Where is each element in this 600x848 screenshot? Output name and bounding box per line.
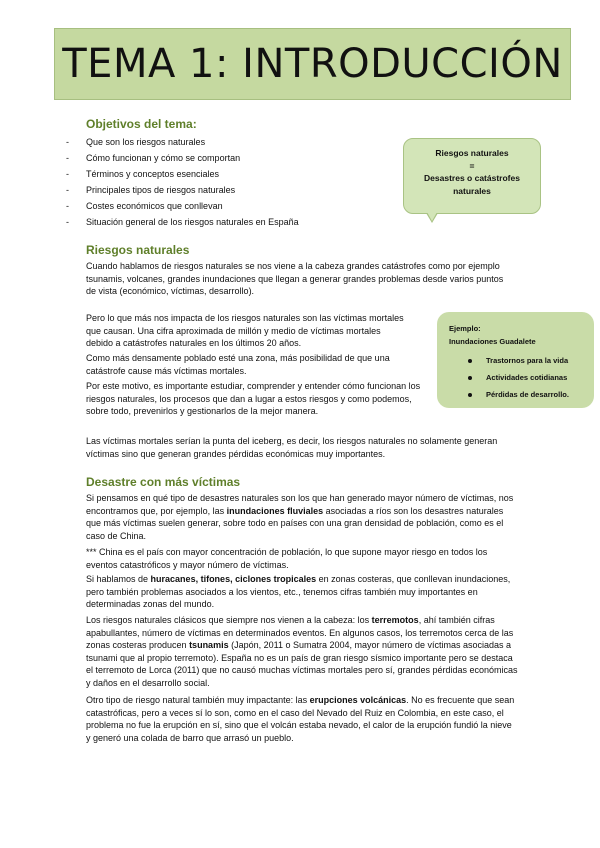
callout-tail: [426, 213, 438, 223]
list-item: - Principales tipos de riesgos naturales: [66, 182, 299, 198]
callout-line: Riesgos naturales: [435, 148, 509, 158]
list-item: - Cómo funcionan y cómo se comportan: [66, 150, 299, 166]
list-item: - Términos y conceptos esenciales: [66, 166, 299, 182]
desastre-paragraph-4: Los riesgos naturales clásicos que siempre nos vienen a la cabeza: los terremotos, ahí también cifras apabullantes, número de víctimas en determinados eventos. En algunos casos, los terremotos cerca de las zonas costeras producen tsunamis (Japón, 2011 o Sumatra 2004, mayor número de víctimas asociadas a tsunami que al propio terremoto). España no es un país de gran riesgo sísmico importante pero se destaca el terremoto de Lorca (2011) que no causó muchas víctimas mortales pero sí, grandes pérdidas económicas y daños en el desarrollo social.: [86, 615, 518, 688]
callout-line: Desastres o catástrofes: [424, 173, 520, 183]
definition-callout: [403, 138, 541, 214]
title-banner: [54, 28, 571, 100]
desastre-paragraph-5: Otro tipo de riesgo natural también muy impactante: las erupciones volcánicas. No es frecuente que sean catastróficas, pero a veces sí lo son, como en el caso del Nevado del Ruiz en Colombia, en este caso, el problema no fue la erupción en sí, sino que el volcán estaba nevado, el calor de la erupción fundió la nieve y generó una colada de barro que arrasó un pueblo.: [86, 695, 515, 743]
page-title: TEMA 1: INTRODUCCIÓN: [62, 41, 563, 87]
desastre-paragraph-2: *** China es el país con mayor concentración de población, lo que supone mayor riesgo en todos los eventos catastróficos y mayor número de víctimas.: [86, 547, 488, 570]
desastre-paragraph-3: Si hablamos de huracanes, tifones, ciclones tropicales en zonas costeras, que conllevan inundaciones, pero también problemas asociados a los vientos, etc., tenemos cifras también muy importantes en determinadas zonas del mundo.: [86, 574, 511, 609]
desastre-heading: Desastre con más víctimas: [86, 475, 241, 489]
example-list: [449, 352, 586, 403]
list-item: - Costes económicos que conllevan: [66, 198, 299, 214]
list-item: - Situación general de los riesgos naturales en España: [66, 214, 299, 230]
objectives-list: [66, 134, 299, 230]
riesgos-paragraph-1: Cuando hablamos de riesgos naturales se nos viene a la cabeza grandes catástrofes como por ejemplo tsunamis, volcanes, grandes inundaciones que llegan a generar grandes problemas desde varios puntos de vista (económico, víctimas, desarrollo).: [86, 261, 504, 296]
example-label: Ejemplo:: [449, 324, 481, 333]
riesgos-paragraph-5: Las víctimas mortales serían la punta del iceberg, es decir, los riesgos naturales no solamente generan víctimas sino que generan grandes pérdidas económicas muy importantes.: [86, 436, 498, 459]
riesgos-paragraph-2: Pero lo que más nos impacta de los riesgos naturales son las víctimas mortales que causan. Una cifra aproximada de millón y medio de víctimas mortales debido a catástrofes naturales en los últimos 20 años.: [86, 313, 404, 348]
list-item: Trastornos para la vida: [449, 352, 586, 369]
example-box: [437, 312, 594, 408]
callout-line: =: [469, 160, 475, 171]
callout-line: naturales: [453, 185, 491, 196]
riesgos-heading: Riesgos naturales: [86, 243, 190, 257]
desastre-paragraph-1: Si pensamos en qué tipo de desastres naturales son los que han generado mayor número de víctimas, nos encontramos que, por ejemplo, las inundaciones fluviales asociadas a ríos son los desastres naturales que más víctimas suelen generar, sobre todo en países con una gran densidad de población, como es el caso de China.: [86, 493, 514, 541]
list-item: - Que son los riesgos naturales: [66, 134, 299, 150]
example-subtitle: Inundaciones Guadalete: [449, 337, 536, 346]
list-item: Actividades cotidianas: [449, 369, 586, 386]
list-item: Pérdidas de desarrollo.: [449, 386, 586, 403]
objectives-heading: Objetivos del tema:: [86, 117, 197, 131]
riesgos-paragraph-3: Como más densamente poblado esté una zona, más posibilidad de que una catástrofe cause más víctimas mortales.: [86, 353, 390, 376]
riesgos-paragraph-4: Por este motivo, es importante estudiar, comprender y entender cómo funcionan los riesgos naturales, los procesos que dan a lugar a estos riesgos y como podemos, sobre todo, prevenirlos y gestionarlos de la mejor manera.: [86, 381, 421, 416]
